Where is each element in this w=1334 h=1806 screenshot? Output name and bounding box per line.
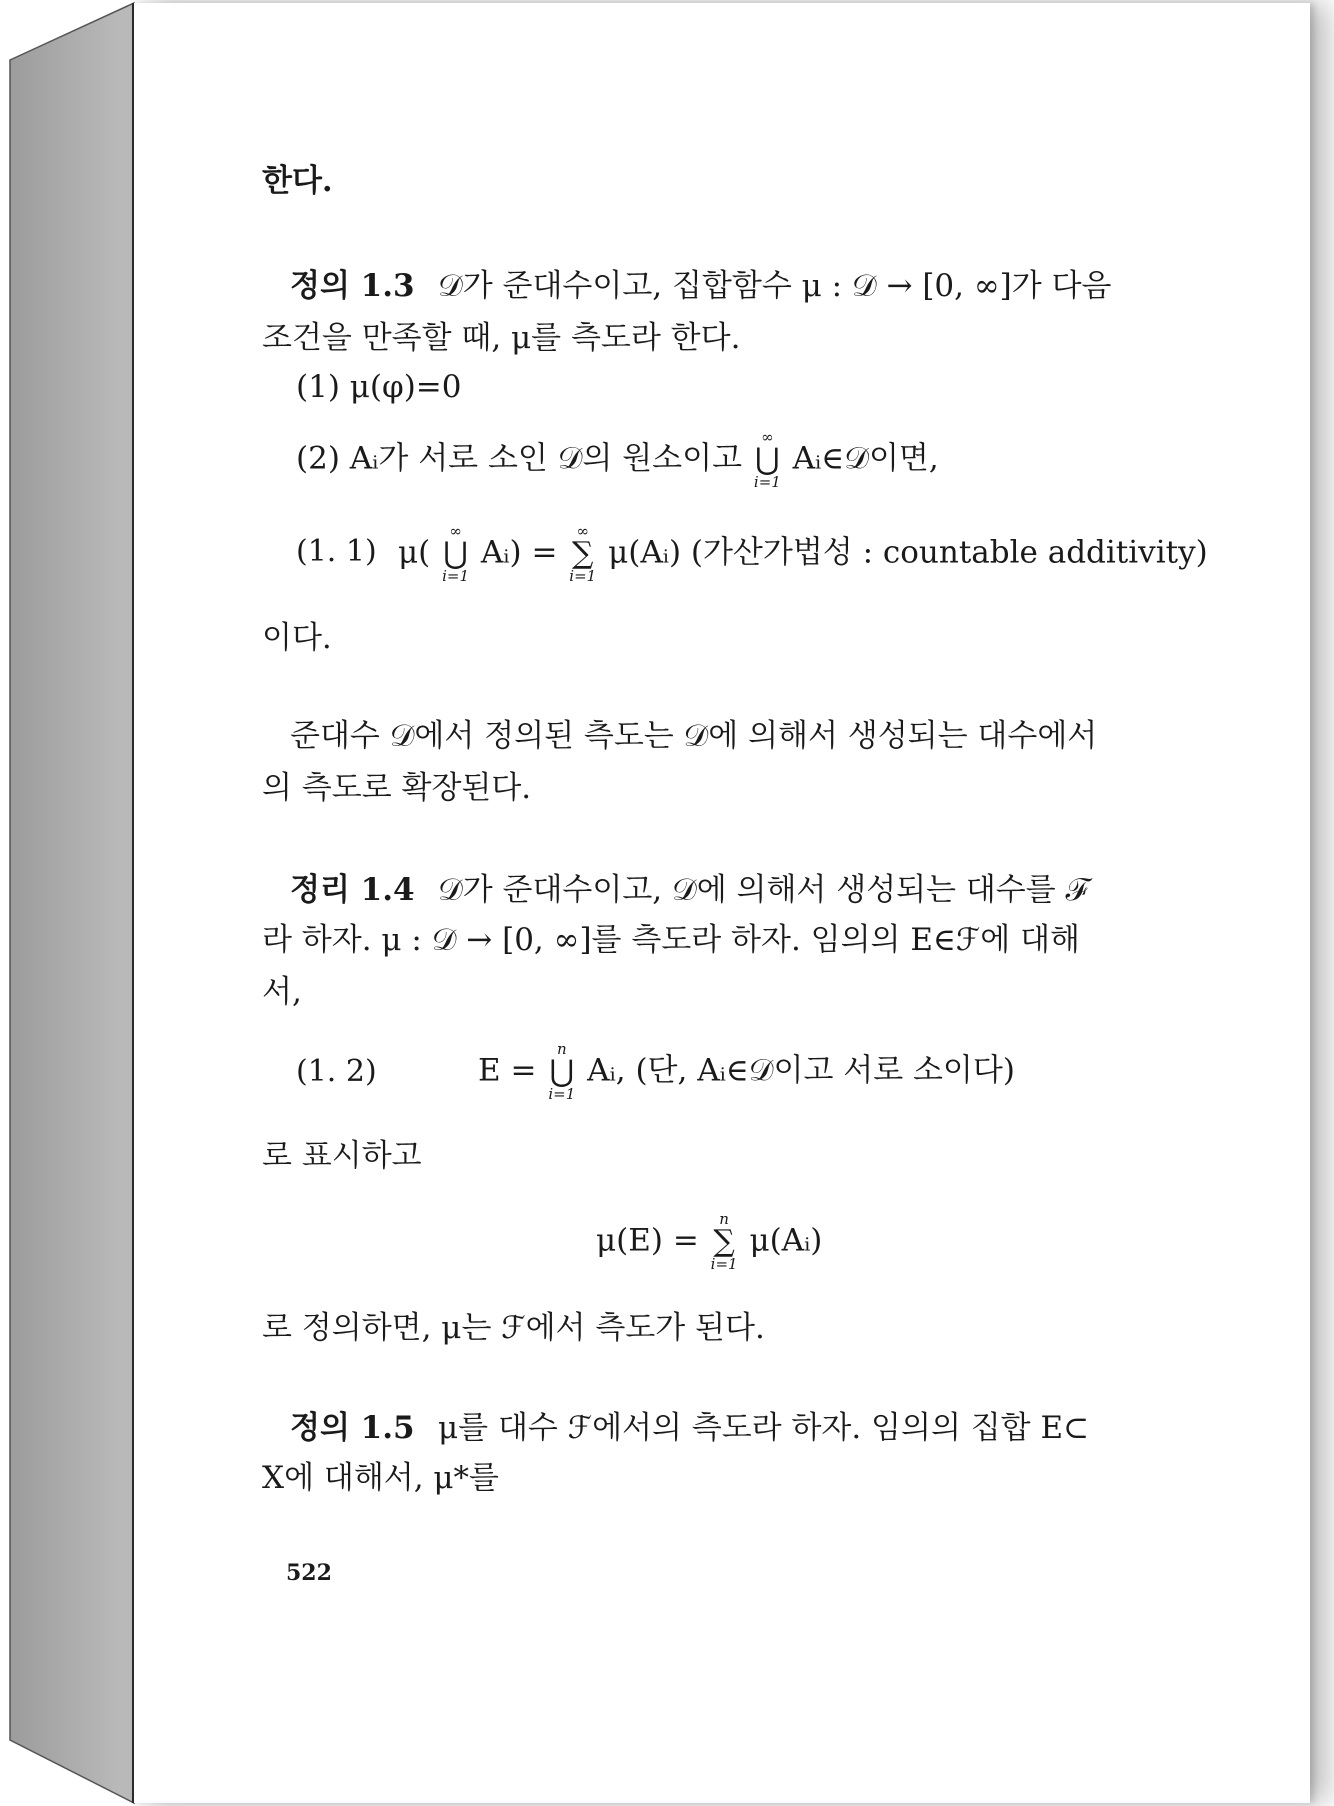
text-handa: 한다. xyxy=(262,163,333,199)
equation-1-2-label: (1. 2) xyxy=(296,1054,377,1089)
paragraph-2-line2: 의 측도로 확장된다. xyxy=(262,770,532,806)
definition-1-3-line1: 𝒟가 준대수이고, 집합함수 μ : 𝒟 → [0, ∞]가 다음 xyxy=(438,268,1112,304)
sum-icon: ∑ xyxy=(572,536,594,571)
page-number: 522 xyxy=(286,1560,332,1586)
theorem-1-4-line2: 라 하자. μ : 𝒟 → [0, ∞]를 측도라 하자. 임의의 E∈ℱ에 대해 xyxy=(262,922,1080,958)
definition-1-5-line1: μ를 대수 ℱ에서의 측도라 하자. 임의의 집합 E⊂ xyxy=(438,1410,1090,1446)
sum-upper-limit: ∞ xyxy=(576,522,589,540)
condition-1: (1) μ(φ)=0 xyxy=(296,369,462,405)
theorem-1-4-line3: 서, xyxy=(262,974,302,1010)
paragraph-2-line1: 준대수 𝒟에서 정의된 측도는 𝒟에 의해서 생성되는 대수에서 xyxy=(290,718,1098,754)
condition-2-text-b: Aᵢ∈𝒟이면, xyxy=(792,440,939,477)
theorem-1-4-line1: 𝒟가 준대수이고, 𝒟에 의해서 생성되는 대수를 ℱ xyxy=(438,872,1089,908)
union-operator xyxy=(548,1042,575,1102)
sum-operator xyxy=(711,1212,738,1272)
union-icon: ⋃ xyxy=(755,442,780,477)
sum-icon: ∑ xyxy=(713,1224,735,1259)
definition-1-3-line2: 조건을 만족할 때, μ를 측도라 한다. xyxy=(262,320,741,356)
definition-1-3-label: 정의 1.3 xyxy=(290,268,415,304)
definition-1-5-line2: X에 대해서, μ*를 xyxy=(262,1460,500,1496)
equation-mu-e xyxy=(596,1212,822,1272)
equation-mu-e-part-a: μ(E) = xyxy=(596,1222,699,1259)
text-ro-jeonguihamyeon: 로 정의하면, μ는 ℱ에서 측도가 된다. xyxy=(262,1310,765,1346)
equation-1-1-part-b: Aᵢ) = xyxy=(480,534,558,571)
union-upper-limit: ∞ xyxy=(449,522,462,540)
sum-upper-limit: n xyxy=(719,1210,729,1228)
union-lower-limit: i=1 xyxy=(442,567,470,585)
equation-1-1 xyxy=(398,524,1208,584)
theorem-1-4-label: 정리 1.4 xyxy=(290,872,415,908)
union-upper-limit: n xyxy=(556,1040,567,1058)
text-ro-pyosihago: 로 표시하고 xyxy=(262,1138,422,1174)
definition-1-5-label: 정의 1.5 xyxy=(290,1410,415,1446)
condition-2-text-a: Aᵢ가 서로 소인 𝒟의 원소이고 xyxy=(349,440,743,477)
sum-lower-limit: i=1 xyxy=(710,1255,738,1273)
text-ida: 이다. xyxy=(262,620,332,656)
union-icon: ⋃ xyxy=(549,1054,575,1089)
condition-2-label: (2) xyxy=(296,440,340,477)
union-lower-limit: i=1 xyxy=(548,1085,576,1103)
equation-mu-e-part-b: μ(Aᵢ) xyxy=(749,1222,823,1259)
equation-1-1-part-a: μ( xyxy=(398,534,431,571)
union-upper-limit: ∞ xyxy=(761,428,774,446)
book-spine xyxy=(0,0,140,1806)
union-operator xyxy=(442,524,469,584)
equation-1-2-part-b: Aᵢ, (단, Aᵢ∈𝒟이고 서로 소이다) xyxy=(587,1052,1015,1089)
sum-operator xyxy=(569,524,596,584)
equation-1-1-part-c: μ(Aᵢ) (가산가법성 : countable additivity) xyxy=(608,534,1208,571)
equation-1-1-label: (1. 1) xyxy=(296,534,377,569)
sum-lower-limit: i=1 xyxy=(569,567,597,585)
condition-2 xyxy=(296,430,939,490)
union-lower-limit: i=1 xyxy=(753,473,781,491)
equation-1-2-part-a: E = xyxy=(478,1052,537,1089)
equation-1-2 xyxy=(478,1042,1015,1102)
union-icon: ⋃ xyxy=(443,536,468,571)
union-operator xyxy=(754,430,781,490)
